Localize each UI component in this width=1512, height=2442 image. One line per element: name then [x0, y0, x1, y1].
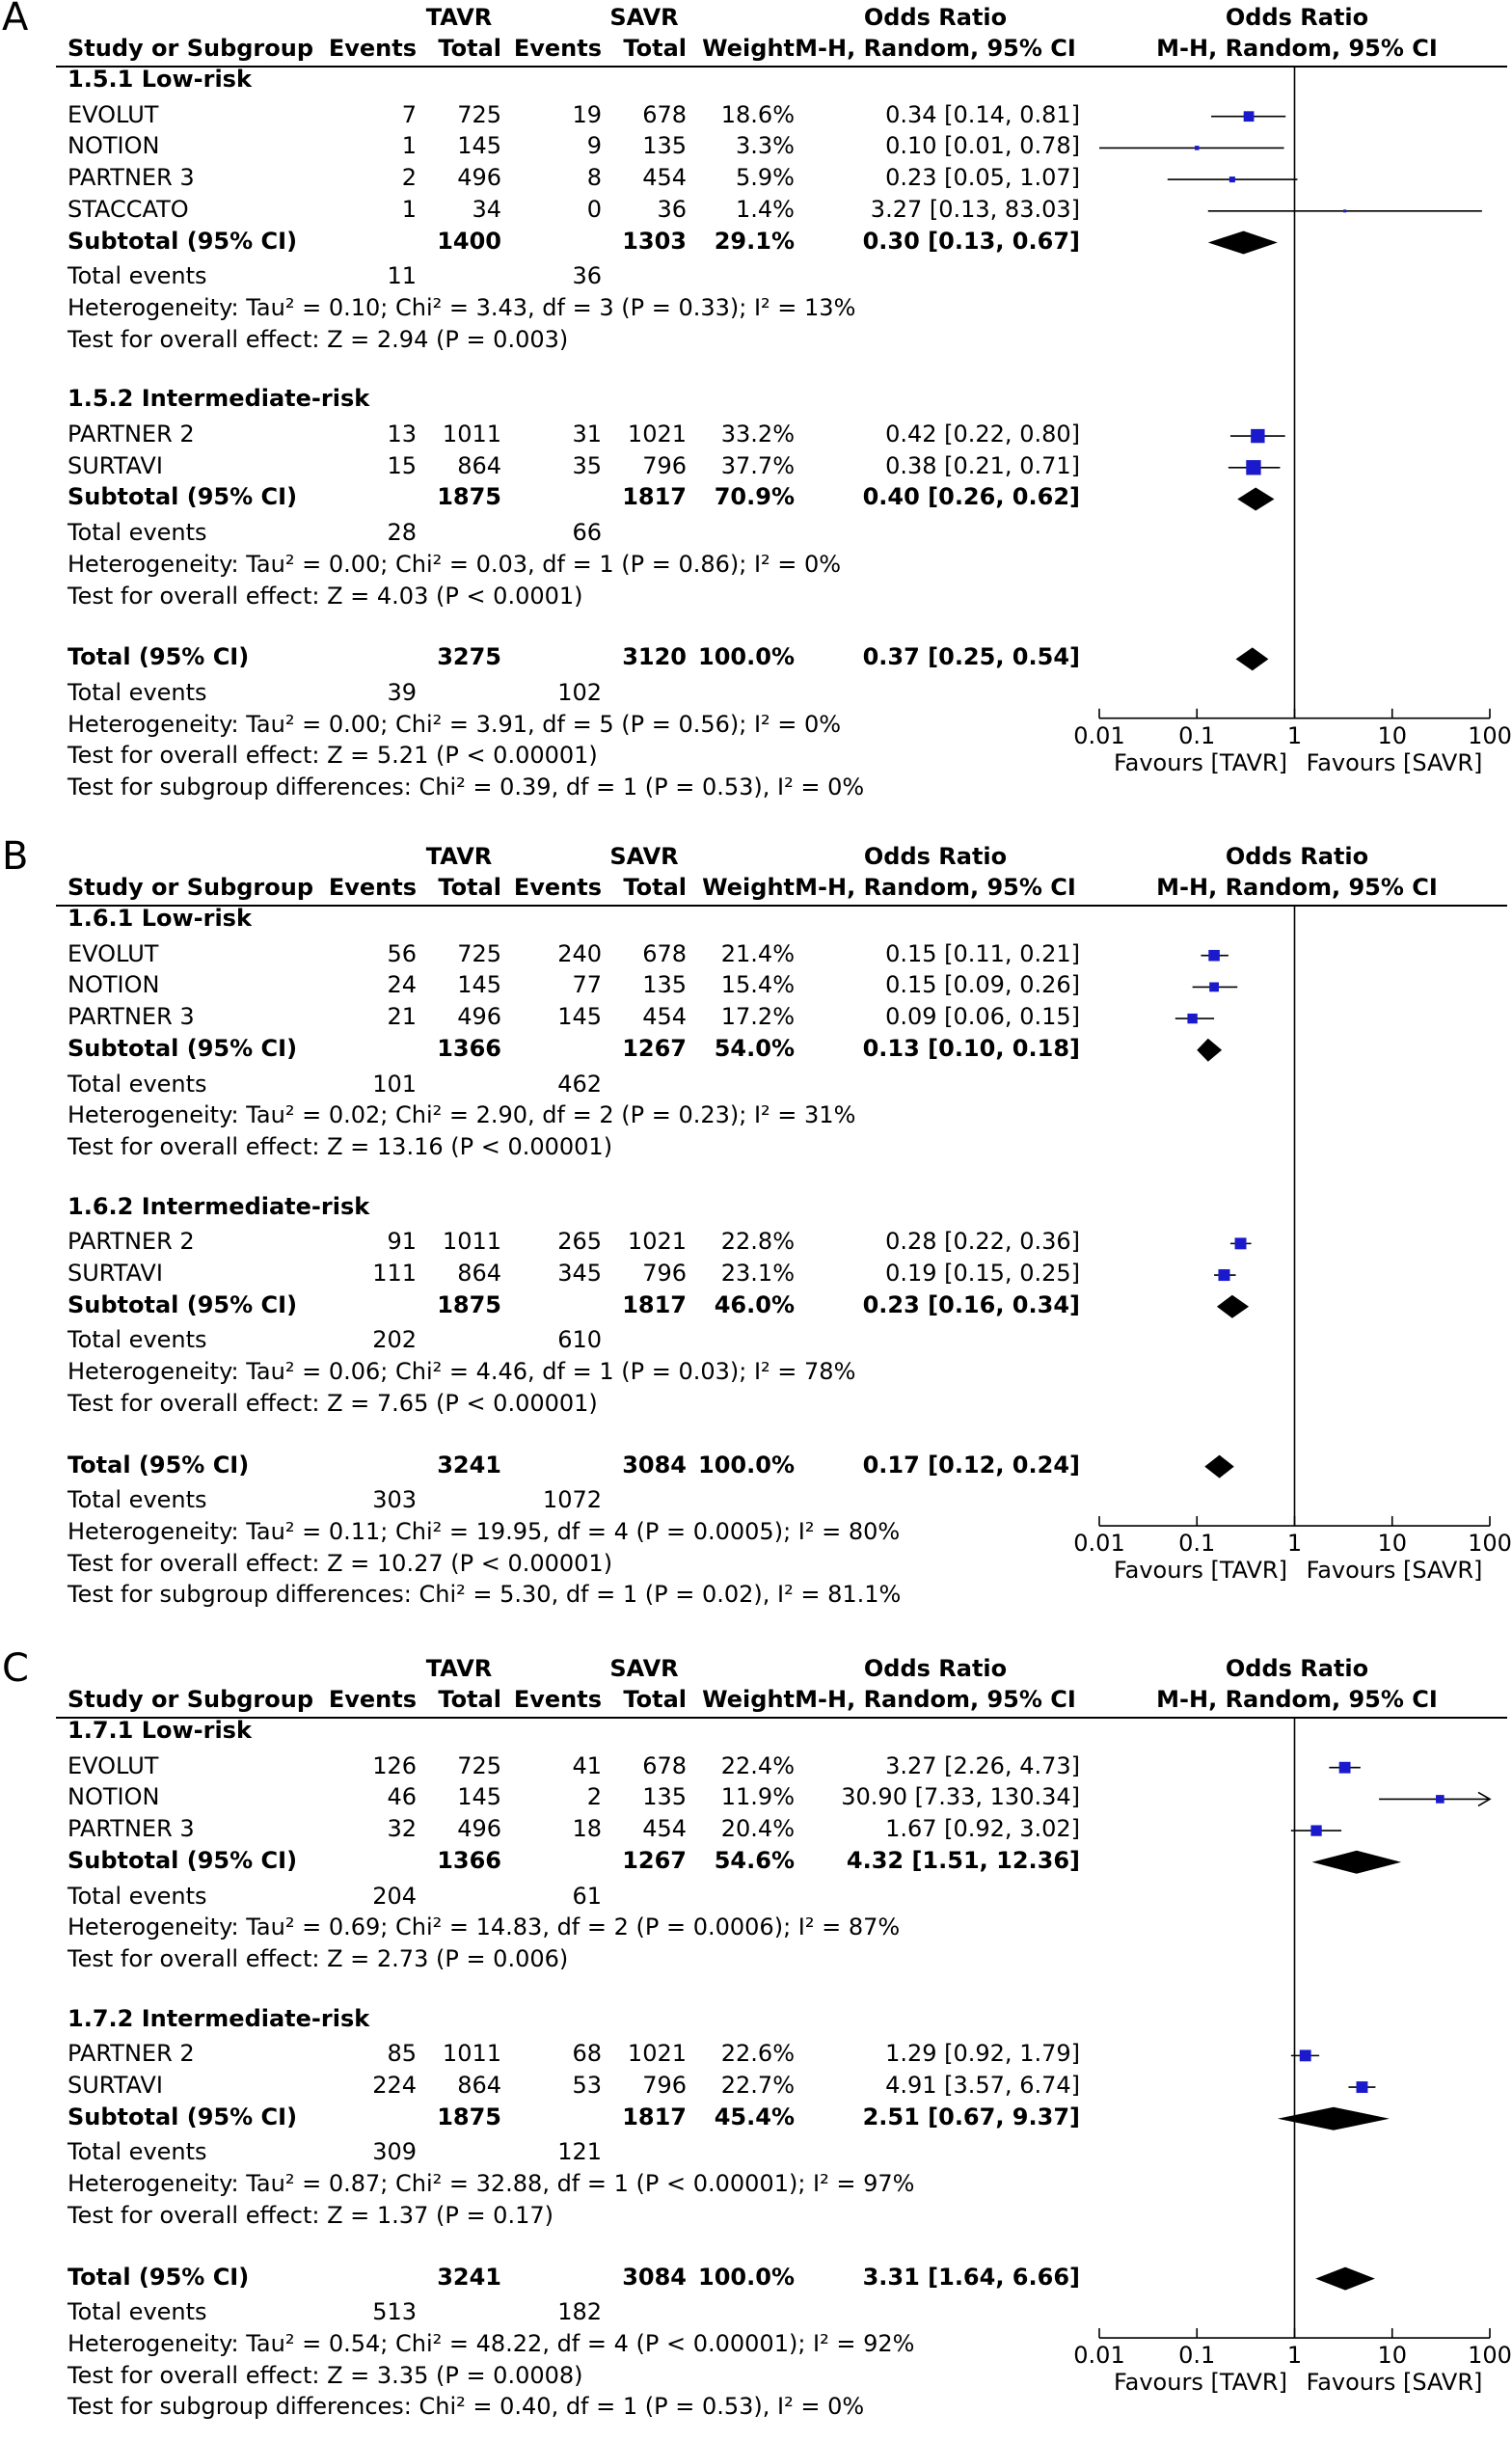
weight-header: Weight	[702, 35, 795, 62]
total-label: Total (95% CI)	[68, 643, 250, 671]
savr-total: 36	[657, 195, 687, 223]
x-tick-label: 10	[1377, 721, 1408, 749]
study-weight: 22.8%	[720, 1228, 795, 1256]
study-ci: 0.42 [0.22, 0.80]	[885, 421, 1080, 448]
savr-total: 135	[642, 132, 687, 160]
favours-tavr-label: Favours [TAVR]	[1114, 2369, 1287, 2397]
pooled-diamond	[1237, 487, 1274, 510]
or-method-header: M-H, Random, 95% CI	[795, 874, 1076, 901]
total-tavr-total: 3241	[437, 2263, 501, 2291]
forest-panel-a	[0, 0, 1512, 801]
subgroup-differences-text: Test for subgroup differences: Chi² = 5.30, df = 1 (P = 0.02), I² = 81.1%	[68, 1581, 902, 1609]
or-plot-title-header: Odds Ratio	[1225, 4, 1369, 31]
tavr-total: 496	[457, 1003, 501, 1031]
savr-events: 0	[586, 195, 602, 223]
events-tavr: 204	[372, 1882, 417, 1910]
overall-effect-text: Test for overall effect: Z = 2.73 (P = 0.006)	[68, 1944, 569, 1972]
savr-events: 2	[586, 1783, 602, 1811]
study-point-marker	[1235, 1237, 1247, 1249]
subtotal-weight: 70.9%	[714, 483, 795, 511]
savr-total: 1021	[627, 2040, 687, 2068]
tavr-events: 56	[387, 939, 417, 967]
study-ci: 0.28 [0.22, 0.36]	[885, 1228, 1080, 1256]
study-name: PARTNER 2	[68, 421, 195, 448]
subgroup-title: 1.7.1 Low-risk	[68, 1717, 252, 1744]
or-plot-title-header: Odds Ratio	[1225, 1655, 1369, 1682]
x-tick-label: 100	[1468, 2342, 1512, 2370]
study-name: PARTNER 2	[68, 2040, 195, 2068]
savr-events: 68	[572, 2040, 602, 2068]
x-tick-label: 0.1	[1178, 1530, 1216, 1558]
study-name: NOTION	[68, 971, 160, 999]
or-plot-method-header: M-H, Random, 95% CI	[1156, 874, 1438, 901]
pooled-diamond	[1208, 231, 1278, 255]
x-tick-label: 0.1	[1178, 721, 1216, 749]
savr-total: 1021	[627, 421, 687, 448]
x-tick-label: 1	[1286, 721, 1303, 749]
subtotal-savr-total: 1303	[622, 227, 687, 255]
savr-events: 8	[586, 164, 602, 192]
x-tick-label: 0.01	[1073, 1530, 1125, 1558]
savr-events: 345	[557, 1260, 602, 1288]
events-savr: 36	[572, 262, 602, 290]
tavr-events: 13	[387, 421, 417, 448]
events-tavr: 39	[387, 679, 417, 707]
favours-tavr-label: Favours [TAVR]	[1114, 1557, 1287, 1585]
panel-label: A	[2, 0, 29, 40]
pooled-diamond	[1197, 1039, 1222, 1062]
subtotal-ci: 0.13 [0.10, 0.18]	[862, 1034, 1080, 1062]
study-point-marker	[1208, 950, 1220, 962]
total-savr-total: 3084	[622, 2263, 687, 2291]
savr-total: 796	[642, 451, 687, 479]
study-weight: 20.4%	[720, 1815, 795, 1843]
subtotal-weight: 29.1%	[714, 227, 795, 255]
events-header-tavr: Events	[328, 874, 417, 901]
subtotal-tavr-total: 1875	[437, 1290, 501, 1318]
tavr-total: 864	[457, 1260, 501, 1288]
study-point-marker	[1187, 1014, 1197, 1023]
or-title-header: Odds Ratio	[863, 1655, 1008, 1682]
subgroup-title: 1.5.2 Intermediate-risk	[68, 385, 370, 413]
savr-total: 1021	[627, 1228, 687, 1256]
tavr-total: 145	[457, 132, 501, 160]
subtotal-tavr-total: 1366	[437, 1846, 501, 1874]
events-tavr: 513	[372, 2298, 417, 2326]
study-weight: 22.6%	[720, 2040, 795, 2068]
overall-effect-text: Test for overall effect: Z = 2.94 (P = 0.003)	[68, 325, 569, 353]
study-weight: 11.9%	[720, 1783, 795, 1811]
subtotal-weight: 45.4%	[714, 2103, 795, 2130]
savr-total: 454	[642, 1815, 687, 1843]
savr-events: 240	[557, 939, 602, 967]
tavr-total: 145	[457, 1783, 501, 1811]
study-weight: 1.4%	[736, 195, 795, 223]
overall-effect-text: Test for overall effect: Z = 13.16 (P < 0.00001)	[68, 1132, 613, 1160]
events-label: Total events	[68, 679, 207, 707]
total-header-tavr: Total	[438, 35, 501, 62]
forest-panel-c	[0, 1646, 1512, 2442]
savr-header: SAVR	[609, 1655, 679, 1682]
pooled-diamond	[1217, 1295, 1249, 1318]
tavr-total: 1011	[442, 2040, 501, 2068]
tavr-events: 224	[372, 2072, 417, 2100]
tavr-total: 496	[457, 164, 501, 192]
study-point-marker	[1244, 111, 1255, 122]
subtotal-savr-total: 1267	[622, 1034, 687, 1062]
or-plot-method-header: M-H, Random, 95% CI	[1156, 35, 1438, 62]
tavr-events: 126	[372, 1751, 417, 1779]
subtotal-tavr-total: 1875	[437, 2103, 501, 2130]
study-point-marker	[1218, 1269, 1229, 1281]
x-tick-label: 100	[1468, 721, 1512, 749]
events-label: Total events	[68, 1882, 207, 1910]
events-tavr: 309	[372, 2138, 417, 2166]
study-ci: 30.90 [7.33, 130.34]	[841, 1783, 1080, 1811]
savr-total: 454	[642, 1003, 687, 1031]
total-label: Total (95% CI)	[68, 2263, 250, 2291]
subtotal-tavr-total: 1875	[437, 483, 501, 511]
subtotal-label: Subtotal (95% CI)	[68, 483, 298, 511]
or-title-header: Odds Ratio	[863, 4, 1008, 31]
total-overall-effect-text: Test for overall effect: Z = 3.35 (P = 0.0008)	[68, 2361, 583, 2389]
subtotal-savr-total: 1817	[622, 2103, 687, 2130]
study-header: Study or Subgroup	[68, 35, 314, 62]
events-savr: 121	[557, 2138, 602, 2166]
tavr-header: TAVR	[425, 1655, 493, 1682]
savr-total: 796	[642, 2072, 687, 2100]
pooled-diamond	[1312, 1851, 1401, 1874]
savr-total: 135	[642, 971, 687, 999]
study-point-marker	[1251, 429, 1264, 443]
tavr-total: 1011	[442, 1228, 501, 1256]
savr-events: 31	[572, 421, 602, 448]
events-header-tavr: Events	[328, 35, 417, 62]
subtotal-ci: 0.30 [0.13, 0.67]	[862, 227, 1080, 255]
total-heterogeneity-text: Heterogeneity: Tau² = 0.54; Chi² = 48.22, df = 4 (P < 0.00001); I² = 92%	[68, 2330, 915, 2358]
events-label: Total events	[68, 262, 207, 290]
events-savr: 1072	[542, 1486, 602, 1514]
total-header-savr: Total	[623, 35, 687, 62]
subtotal-ci: 0.40 [0.26, 0.62]	[862, 483, 1080, 511]
x-tick-label: 0.01	[1073, 721, 1125, 749]
savr-total: 678	[642, 1751, 687, 1779]
events-tavr: 101	[372, 1070, 417, 1098]
savr-total: 678	[642, 100, 687, 128]
subgroup-differences-text: Test for subgroup differences: Chi² = 0.39, df = 1 (P = 0.53), I² = 0%	[68, 773, 865, 801]
or-plot-title-header: Odds Ratio	[1225, 843, 1369, 870]
tavr-events: 21	[387, 1003, 417, 1031]
savr-events: 19	[572, 100, 602, 128]
tavr-header: TAVR	[425, 4, 493, 31]
study-ci: 0.23 [0.05, 1.07]	[885, 164, 1080, 192]
study-header: Study or Subgroup	[68, 874, 314, 901]
favours-savr-label: Favours [SAVR]	[1306, 2369, 1483, 2397]
subgroup-differences-text: Test for subgroup differences: Chi² = 0.40, df = 1 (P = 0.53), I² = 0%	[68, 2393, 865, 2421]
total-label: Total (95% CI)	[68, 1451, 250, 1479]
events-header-savr: Events	[513, 874, 602, 901]
study-name: PARTNER 3	[68, 164, 195, 192]
savr-events: 145	[557, 1003, 602, 1031]
favours-tavr-label: Favours [TAVR]	[1114, 748, 1287, 776]
subtotal-label: Subtotal (95% CI)	[68, 1846, 298, 1874]
subtotal-savr-total: 1267	[622, 1846, 687, 1874]
study-ci: 0.19 [0.15, 0.25]	[885, 1260, 1080, 1288]
tavr-total: 725	[457, 939, 501, 967]
study-weight: 3.3%	[736, 132, 795, 160]
study-weight: 22.7%	[720, 2072, 795, 2100]
events-label: Total events	[68, 1326, 207, 1354]
pooled-diamond	[1315, 2267, 1375, 2291]
total-savr-total: 3084	[622, 1451, 687, 1479]
x-tick-label: 10	[1377, 2342, 1408, 2370]
savr-events: 265	[557, 1228, 602, 1256]
x-tick-label: 0.01	[1073, 2342, 1125, 2370]
subtotal-label: Subtotal (95% CI)	[68, 1290, 298, 1318]
events-savr: 462	[557, 1070, 602, 1098]
tavr-total: 1011	[442, 421, 501, 448]
x-tick-label: 1	[1286, 2342, 1303, 2370]
subtotal-label: Subtotal (95% CI)	[68, 227, 298, 255]
savr-events: 77	[572, 971, 602, 999]
tavr-total: 496	[457, 1815, 501, 1843]
study-header: Study or Subgroup	[68, 1686, 314, 1713]
subtotal-savr-total: 1817	[622, 483, 687, 511]
tavr-total: 725	[457, 100, 501, 128]
subtotal-ci: 0.23 [0.16, 0.34]	[862, 1290, 1080, 1318]
total-savr-total: 3120	[622, 643, 687, 671]
study-weight: 5.9%	[736, 164, 795, 192]
savr-total: 678	[642, 939, 687, 967]
panel-label: C	[2, 1646, 29, 1691]
or-title-header: Odds Ratio	[863, 843, 1008, 870]
study-name: PARTNER 3	[68, 1003, 195, 1031]
tavr-events: 1	[401, 132, 417, 160]
total-tavr-total: 3275	[437, 643, 501, 671]
savr-total: 135	[642, 1783, 687, 1811]
study-name: PARTNER 2	[68, 1228, 195, 1256]
total-tavr-total: 3241	[437, 1451, 501, 1479]
overall-effect-text: Test for overall effect: Z = 4.03 (P < 0.0001)	[68, 582, 583, 610]
heterogeneity-text: Heterogeneity: Tau² = 0.02; Chi² = 2.90, df = 2 (P = 0.23); I² = 31%	[68, 1101, 856, 1129]
subtotal-ci: 4.32 [1.51, 12.36]	[846, 1846, 1080, 1874]
study-point-marker	[1339, 1762, 1351, 1774]
study-weight: 15.4%	[720, 971, 795, 999]
savr-events: 9	[586, 132, 602, 160]
study-ci: 1.29 [0.92, 1.79]	[885, 2040, 1080, 2068]
study-weight: 22.4%	[720, 1751, 795, 1779]
x-tick-label: 10	[1377, 1530, 1408, 1558]
favours-savr-label: Favours [SAVR]	[1306, 748, 1483, 776]
events-label: Total events	[68, 2138, 207, 2166]
study-name: PARTNER 3	[68, 1815, 195, 1843]
study-name: SURTAVI	[68, 2072, 163, 2100]
events-savr: 182	[557, 2298, 602, 2326]
savr-events: 53	[572, 2072, 602, 2100]
study-point-marker	[1343, 209, 1346, 212]
savr-events: 41	[572, 1751, 602, 1779]
tavr-header: TAVR	[425, 843, 493, 870]
study-point-marker	[1310, 1825, 1321, 1835]
events-label: Total events	[68, 1486, 207, 1514]
subtotal-tavr-total: 1366	[437, 1034, 501, 1062]
x-tick-label: 0.1	[1178, 2342, 1216, 2370]
events-tavr: 303	[372, 1486, 417, 1514]
events-label: Total events	[68, 2298, 207, 2326]
total-ci: 0.37 [0.25, 0.54]	[862, 643, 1080, 671]
events-savr: 66	[572, 519, 602, 547]
overall-effect-text: Test for overall effect: Z = 7.65 (P < 0.00001)	[68, 1389, 598, 1417]
study-point-marker	[1300, 2049, 1311, 2061]
overall-effect-text: Test for overall effect: Z = 1.37 (P = 0.17)	[68, 2201, 554, 2229]
events-label: Total events	[68, 1070, 207, 1098]
tavr-events: 7	[401, 100, 417, 128]
study-weight: 21.4%	[720, 939, 795, 967]
total-ci: 0.17 [0.12, 0.24]	[862, 1451, 1080, 1479]
subtotal-weight: 46.0%	[714, 1290, 795, 1318]
study-name: SURTAVI	[68, 1260, 163, 1288]
study-ci: 0.10 [0.01, 0.78]	[885, 132, 1080, 160]
total-weight: 100.0%	[698, 643, 795, 671]
weight-header: Weight	[702, 1686, 795, 1713]
subgroup-title: 1.6.2 Intermediate-risk	[68, 1192, 370, 1220]
or-method-header: M-H, Random, 95% CI	[795, 35, 1076, 62]
study-point-marker	[1209, 982, 1219, 991]
study-point-marker	[1195, 146, 1200, 150]
savr-total: 454	[642, 164, 687, 192]
study-point-marker	[1357, 2081, 1368, 2093]
total-header-tavr: Total	[438, 1686, 501, 1713]
savr-events: 18	[572, 1815, 602, 1843]
total-overall-effect-text: Test for overall effect: Z = 10.27 (P < 0.00001)	[68, 1549, 613, 1577]
study-name: STACCATO	[68, 195, 189, 223]
study-name: EVOLUT	[68, 939, 159, 967]
savr-header: SAVR	[609, 843, 679, 870]
panel-label: B	[2, 834, 29, 879]
study-ci: 0.15 [0.11, 0.21]	[885, 939, 1080, 967]
total-header-tavr: Total	[438, 874, 501, 901]
subtotal-weight: 54.6%	[714, 1846, 795, 1874]
events-tavr: 28	[387, 519, 417, 547]
weight-header: Weight	[702, 874, 795, 901]
events-savr: 102	[557, 679, 602, 707]
savr-events: 35	[572, 451, 602, 479]
heterogeneity-text: Heterogeneity: Tau² = 0.00; Chi² = 0.03, df = 1 (P = 0.86); I² = 0%	[68, 550, 842, 578]
total-header-savr: Total	[623, 874, 687, 901]
events-header-tavr: Events	[328, 1686, 417, 1713]
total-heterogeneity-text: Heterogeneity: Tau² = 0.00; Chi² = 3.91, df = 5 (P = 0.56); I² = 0%	[68, 710, 842, 738]
favours-savr-label: Favours [SAVR]	[1306, 1557, 1483, 1585]
tavr-total: 864	[457, 451, 501, 479]
study-name: NOTION	[68, 132, 160, 160]
total-overall-effect-text: Test for overall effect: Z = 5.21 (P < 0.00001)	[68, 742, 598, 770]
total-weight: 100.0%	[698, 2263, 795, 2291]
heterogeneity-text: Heterogeneity: Tau² = 0.69; Chi² = 14.83, df = 2 (P = 0.0006); I² = 87%	[68, 1913, 901, 1941]
study-ci: 4.91 [3.57, 6.74]	[885, 2072, 1080, 2100]
tavr-total: 725	[457, 1751, 501, 1779]
study-ci: 0.38 [0.21, 0.71]	[885, 451, 1080, 479]
events-savr: 610	[557, 1326, 602, 1354]
subtotal-tavr-total: 1400	[437, 227, 501, 255]
subgroup-title: 1.5.1 Low-risk	[68, 66, 252, 93]
study-weight: 23.1%	[720, 1260, 795, 1288]
tavr-total: 34	[472, 195, 501, 223]
study-ci: 0.34 [0.14, 0.81]	[885, 100, 1080, 128]
tavr-events: 32	[387, 1815, 417, 1843]
study-weight: 18.6%	[720, 100, 795, 128]
pooled-diamond	[1236, 647, 1269, 670]
total-ci: 3.31 [1.64, 6.66]	[862, 2263, 1080, 2291]
events-savr: 61	[572, 1882, 602, 1910]
study-name: EVOLUT	[68, 1751, 159, 1779]
x-tick-label: 1	[1286, 1530, 1303, 1558]
study-name: NOTION	[68, 1783, 160, 1811]
or-method-header: M-H, Random, 95% CI	[795, 1686, 1076, 1713]
study-point-marker	[1246, 460, 1260, 475]
study-ci: 0.15 [0.09, 0.26]	[885, 971, 1080, 999]
study-point-marker	[1229, 176, 1235, 182]
tavr-total: 145	[457, 971, 501, 999]
total-weight: 100.0%	[698, 1451, 795, 1479]
savr-total: 796	[642, 1260, 687, 1288]
x-tick-label: 100	[1468, 1530, 1512, 1558]
study-name: EVOLUT	[68, 100, 159, 128]
tavr-events: 2	[401, 164, 417, 192]
events-header-savr: Events	[513, 35, 602, 62]
subgroup-title: 1.6.1 Low-risk	[68, 905, 252, 932]
heterogeneity-text: Heterogeneity: Tau² = 0.87; Chi² = 32.88, df = 1 (P < 0.00001); I² = 97%	[68, 2170, 915, 2198]
tavr-events: 91	[387, 1228, 417, 1256]
study-ci: 0.09 [0.06, 0.15]	[885, 1003, 1080, 1031]
total-heterogeneity-text: Heterogeneity: Tau² = 0.11; Chi² = 19.95, df = 4 (P = 0.0005); I² = 80%	[68, 1518, 901, 1546]
study-point-marker	[1436, 1795, 1444, 1804]
forest-panel-b	[0, 834, 1512, 1630]
tavr-events: 111	[372, 1260, 417, 1288]
tavr-total: 864	[457, 2072, 501, 2100]
tavr-events: 15	[387, 451, 417, 479]
heterogeneity-text: Heterogeneity: Tau² = 0.10; Chi² = 3.43, df = 3 (P = 0.33); I² = 13%	[68, 293, 856, 321]
study-name: SURTAVI	[68, 451, 163, 479]
events-tavr: 202	[372, 1326, 417, 1354]
savr-header: SAVR	[609, 4, 679, 31]
tavr-events: 24	[387, 971, 417, 999]
subtotal-label: Subtotal (95% CI)	[68, 2103, 298, 2130]
subgroup-title: 1.7.2 Intermediate-risk	[68, 2004, 370, 2032]
subtotal-savr-total: 1817	[622, 1290, 687, 1318]
or-plot-method-header: M-H, Random, 95% CI	[1156, 1686, 1438, 1713]
study-ci: 3.27 [0.13, 83.03]	[870, 195, 1080, 223]
subtotal-weight: 54.0%	[714, 1034, 795, 1062]
study-ci: 3.27 [2.26, 4.73]	[885, 1751, 1080, 1779]
total-header-savr: Total	[623, 1686, 687, 1713]
study-ci: 1.67 [0.92, 3.02]	[885, 1815, 1080, 1843]
tavr-events: 46	[387, 1783, 417, 1811]
events-tavr: 11	[387, 262, 417, 290]
subtotal-label: Subtotal (95% CI)	[68, 1034, 298, 1062]
events-header-savr: Events	[513, 1686, 602, 1713]
tavr-events: 1	[401, 195, 417, 223]
heterogeneity-text: Heterogeneity: Tau² = 0.06; Chi² = 4.46, df = 1 (P = 0.03); I² = 78%	[68, 1358, 856, 1386]
subtotal-ci: 2.51 [0.67, 9.37]	[862, 2103, 1080, 2130]
events-label: Total events	[68, 519, 207, 547]
tavr-events: 85	[387, 2040, 417, 2068]
study-weight: 17.2%	[720, 1003, 795, 1031]
pooled-diamond	[1204, 1455, 1233, 1479]
study-weight: 37.7%	[720, 451, 795, 479]
study-weight: 33.2%	[720, 421, 795, 448]
